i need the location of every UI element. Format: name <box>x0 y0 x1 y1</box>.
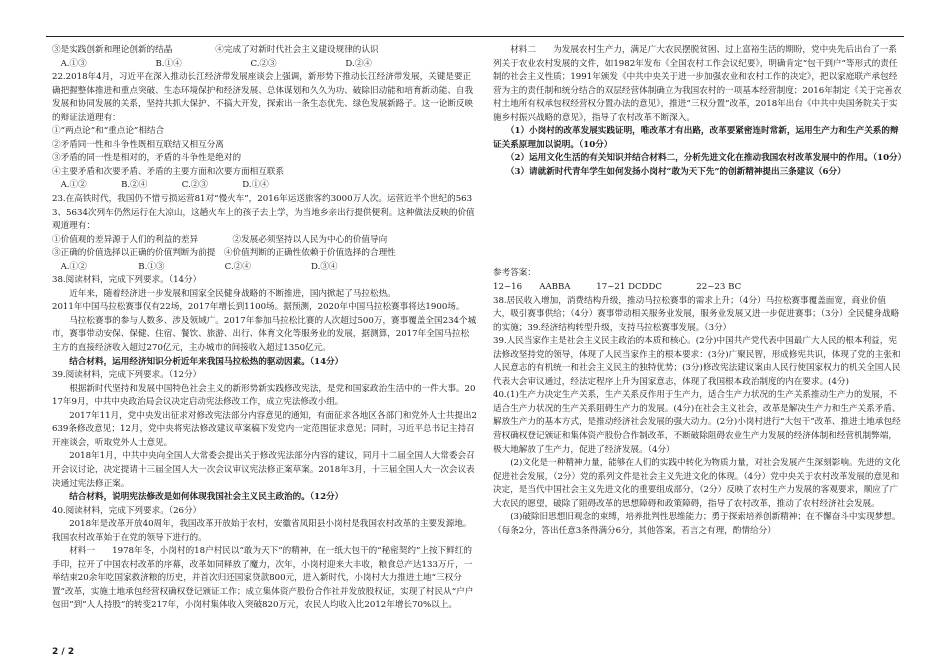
right-column-paragraph <box>493 179 903 267</box>
left-column-paragraph: ④主要矛盾和次要矛盾、矛盾的主要方面和次要方面相互联系 <box>52 166 285 177</box>
right-column-paragraph: 12~16 AABBA 17~21 DCDDC 22~23 BC <box>493 282 742 293</box>
left-column-paragraph: 2017年11月，党中央发出征求对修改宪法部分内容意见的通知，有面征求各地区各部门和党外人士共提出2639条修改意见；12月，党中央将宪法修改建议草案稿下发党内一定范围征求意见；同时，习近平总书记主持召开座谈会，听取党外人士意见。 <box>52 410 477 448</box>
right-column <box>493 44 907 538</box>
left-column-paragraph: A.①② B.①③ C.②④ D.③④ <box>52 261 338 272</box>
left-column-paragraph: 38.阅读材料，完成下列要求。（14分） <box>52 275 202 286</box>
left-column-paragraph: ①“两点论”和“重点论”相结合 <box>52 126 165 137</box>
left-column-paragraph: 结合材料，运用经济知识分析近年来我国马拉松热的驱动因素。（14分） <box>52 356 344 367</box>
left-column-paragraph: ②矛盾同一性和斗争性既相互联结又相互分离 <box>52 139 224 150</box>
right-column-paragraph: （3）请就新时代青年学生如何发扬小岗村“敢为天下先”的创新精神提出三条建议（6分） <box>493 166 846 177</box>
left-column-paragraph: 22.2018年4月，习近平在深入推动长江经济带发展座谈会上强调，新形势下推动长江经济带发展，关键是要正确把握整体推进和重点突破、生态环境保护和经济发展、总体谋划和久久为功、破除旧动能和培育新动能、自我发展和协同发展的关系，坚持共抓大保护、不搞大开发，探索出一条生态优先、绿色发展新路子。这一论断反映的辩证法道理有： <box>52 72 474 123</box>
left-column-paragraph: 近年来，随着经济进一步发展和国家全民健身战略的不断推进，国内掀起了马拉松热。 <box>52 288 396 299</box>
right-column-paragraph: (3)破除旧思想旧观念的束缚，培养批判性思维能力；勇于探索培养创新精神；在不懈奋斗中实现梦想。（每条2分，答出任意3条得满分6分，其他答案，若言之有理，酌情给分） <box>493 512 901 536</box>
left-column-paragraph: ③矛盾的同一性是相对的，矛盾的斗争性是绝对的 <box>52 153 242 164</box>
left-column-paragraph: 材料一 1978年冬，小岗村的18户村民以“敢为天下”的精神，在一纸大包干的“秘密契约”上按下鲜红的手印，拉开了中国农村改革的序幕，改革如同释放了魔力，次年，小岗村迎来大丰收，粮食总产达133万斤，一举结束20余年吃国家救济粮的历史，并首次归还国家贷款800元，进入新时代，小岗村大力推进土地“三权分置”改革，实施土地承包经营权确权登记颁证工作；成立集体资产股份合作社并发放股权证，实现了村民从“户户包田”到“人人持股”的转变217年，小岗村集体收入突破820万元，农民人均收入比2012年增长70%以上。 <box>52 546 474 611</box>
right-column-paragraph: 材料二 为发展农村生产力，满足广大农民摆脱贫困、过上富裕生活的期盼，党中央先后出台了一系列关于农业农村发展的文件，如1982年发布《全国农村工作会议纪要》，明确肯定“包干到户”等形式的责任制的社会主义性质；1991年颁发《中共中央关于进一步加强农业和农村工作的决定》，把以家庭联产承包经营为主的责任制和统分结合的双层经营体制确立为我国农村的一项基本经营制度；2016年制定《关于完善农村土地所有权承包权经营权分置办法的意见》，推进“三权分置”改革，2018年出台《中共中央国务院关于实施乡村振兴战略的意见》，指导了农村改革不断深入。 <box>493 45 902 123</box>
right-column-paragraph: 39.人民当家作主是社会主义民主政治的本质和核心。(2分)中国共产党代表中国最广大人民的根本利益，宪法修改坚持党的领导，体现了人民当家作主的根本要求：(3分)广聚民智，形成修宪共识，体现了党的主张和人民意志的有机统一和社会主义民主的独特优势；(3分)修改宪法建议案由人民行使国家权力的机关全国人民代表大会审议通过，经法定程序上升为国家意志，体现了我国根本政治制度的内在要求。(4分) <box>493 336 901 387</box>
right-column-paragraph: 38.居民收入增加，消费结构升级，推动马拉松赛事的需求上升；（4分）马拉松赛事覆盖面宽，商业价值大，吸引赛事供给；（4分）赛事带动相关服务业发展，服务业发展又进一步促进赛事；（3分）全民健身战略的实施；39.经济结构转型升级，支持马拉松赛事发展。（3分） <box>493 295 900 333</box>
left-column-paragraph: A.①② B.②④ C.②③ D.①④ <box>52 180 269 191</box>
left-column-paragraph: 结合材料，说明宪法修改是如何体现我国社会主义民主政治的。（12分） <box>52 492 344 503</box>
left-column-paragraph: 2018年是改革开放40周年，我国改革开放始于农村，安徽省凤阳县小岗村是我国农村改革的主要发源地。我国农村改革始于在党的领导下进行的。 <box>52 519 472 543</box>
left-column-paragraph: ③正确的价值选择以正确的价值判断为前提 ④价值判断的正确性依赖于价值选择的合理性 <box>52 248 396 259</box>
left-column-paragraph: ①价值观的差异源于人们的利益的差异 ②发展必须坚持以人民为中心的价值导向 <box>52 234 388 245</box>
right-column-paragraph: (2)文化是一种精神力量，能够在人们的实践中转化为物质力量，对社会发展产生深刻影响。先进的文化促进社会发展，（2分）党的系列文件是社会主义先进文化的体现。（4分）党中央关于农村改革发展的意见和决定，是当代中国社会主义先进文化的重要组成部分，（2分）反映了农村生产力发展的客观要求，顺应了广大农民的愿望，破除了阻碍改革的思想障碍和政策障碍，指导了农村改革，推动了农村经济社会发展。 <box>493 458 901 509</box>
right-column-paragraph: 40.(1)生产力决定生产关系，生产关系反作用于生产力，适合生产力状况的生产关系推动生产力的发展，不适合生产力状况的生产关系阻碍生产力的发展。(4分)在社会主义社会，改革是解决生产力和生产关系矛盾、解放生产力的基本方式，是推动经济社会发展的强大动力。(2分)小岗村进行“大包干”改革、推进土地承包经营权确权登记颁证和集体资产股份合作制改革，不断破除阻碍农业生产力发展的经济体制和经营机制弊端，极大地解放了生产力，促进了经济发展。（4分） <box>493 390 901 455</box>
top-rule <box>46 36 904 37</box>
page-number: 2 / 2 <box>52 647 75 657</box>
left-column <box>52 44 477 613</box>
left-column-paragraph: A.①③ B.①④ C.②③ D.②④ <box>52 58 372 69</box>
left-column-paragraph: 根据新时代坚持和发展中国特色社会主义的新形势新实践修改宪法，是党和国家政治生活中的一件大事。2017年9月，中共中央政治局会议决定启动宪法修改工作，成立宪法修改小组。 <box>52 383 476 408</box>
left-column-paragraph: 2011年中国马拉松赛事仅有22场，2017年增长到1100场。据预测，2020年中国马拉松赛事将达1900场。 <box>52 302 465 313</box>
left-column-paragraph: 2018年1月，中共中央向全国人大常委会提出关于修改宪法部分内容的建议，同月十二届全国人大常委会召开会议讨论，决定提请十三届全国人大一次会议审议宪法修正案草案。2018年3月，十三届全国人大一次会议表决通过宪法修正案。 <box>52 451 475 489</box>
left-column-paragraph: 马拉松赛事的参与人数多、涉及领域广。2017年参加马拉松比赛的人次超过500万，赛事覆盖全国234个城市，赛事带动安保、保健、住宿、餐饮、旅游、出行、体育文化等服务业的发展，据测算，2017年全国马拉松主方的直接经济收入超过270亿元，主办城市的间接收入超过1350亿元。 <box>52 315 477 354</box>
left-column-paragraph: 40.阅读材料，完成下列要求。（26分） <box>52 505 202 516</box>
left-column-paragraph: 39.阅读材料，完成下列要求。（12分） <box>52 370 202 381</box>
right-column-paragraph: 参考答案： <box>493 268 536 279</box>
right-column-paragraph: （1）小岗村的改革发展实践证明，唯改革才有出路，改革要紧密连时常新，运用生产力和生产关系的辩证关系原理加以说明。（10分） <box>493 126 899 150</box>
left-column-paragraph: ③是实践创新和理论创新的结晶 ④完成了对新时代社会主义建设规律的认识 <box>52 45 379 55</box>
right-column-paragraph: （2）运用文化生活的有关知识并结合材料二，分析先进文化在推动我国农村改革发展中的作用。（10分） <box>493 153 907 164</box>
left-column-paragraph: 23.在高铁时代，我国仍不惜亏损运营81对“慢火车”，2016年运送旅客约3000万人次。运营近半个世纪的5633、5634次列车仍然运行在大凉山，这趟火车上的孩子去上学，为当地乡亲出行提供便利。这种做法反映的价值观道理有： <box>52 194 475 232</box>
